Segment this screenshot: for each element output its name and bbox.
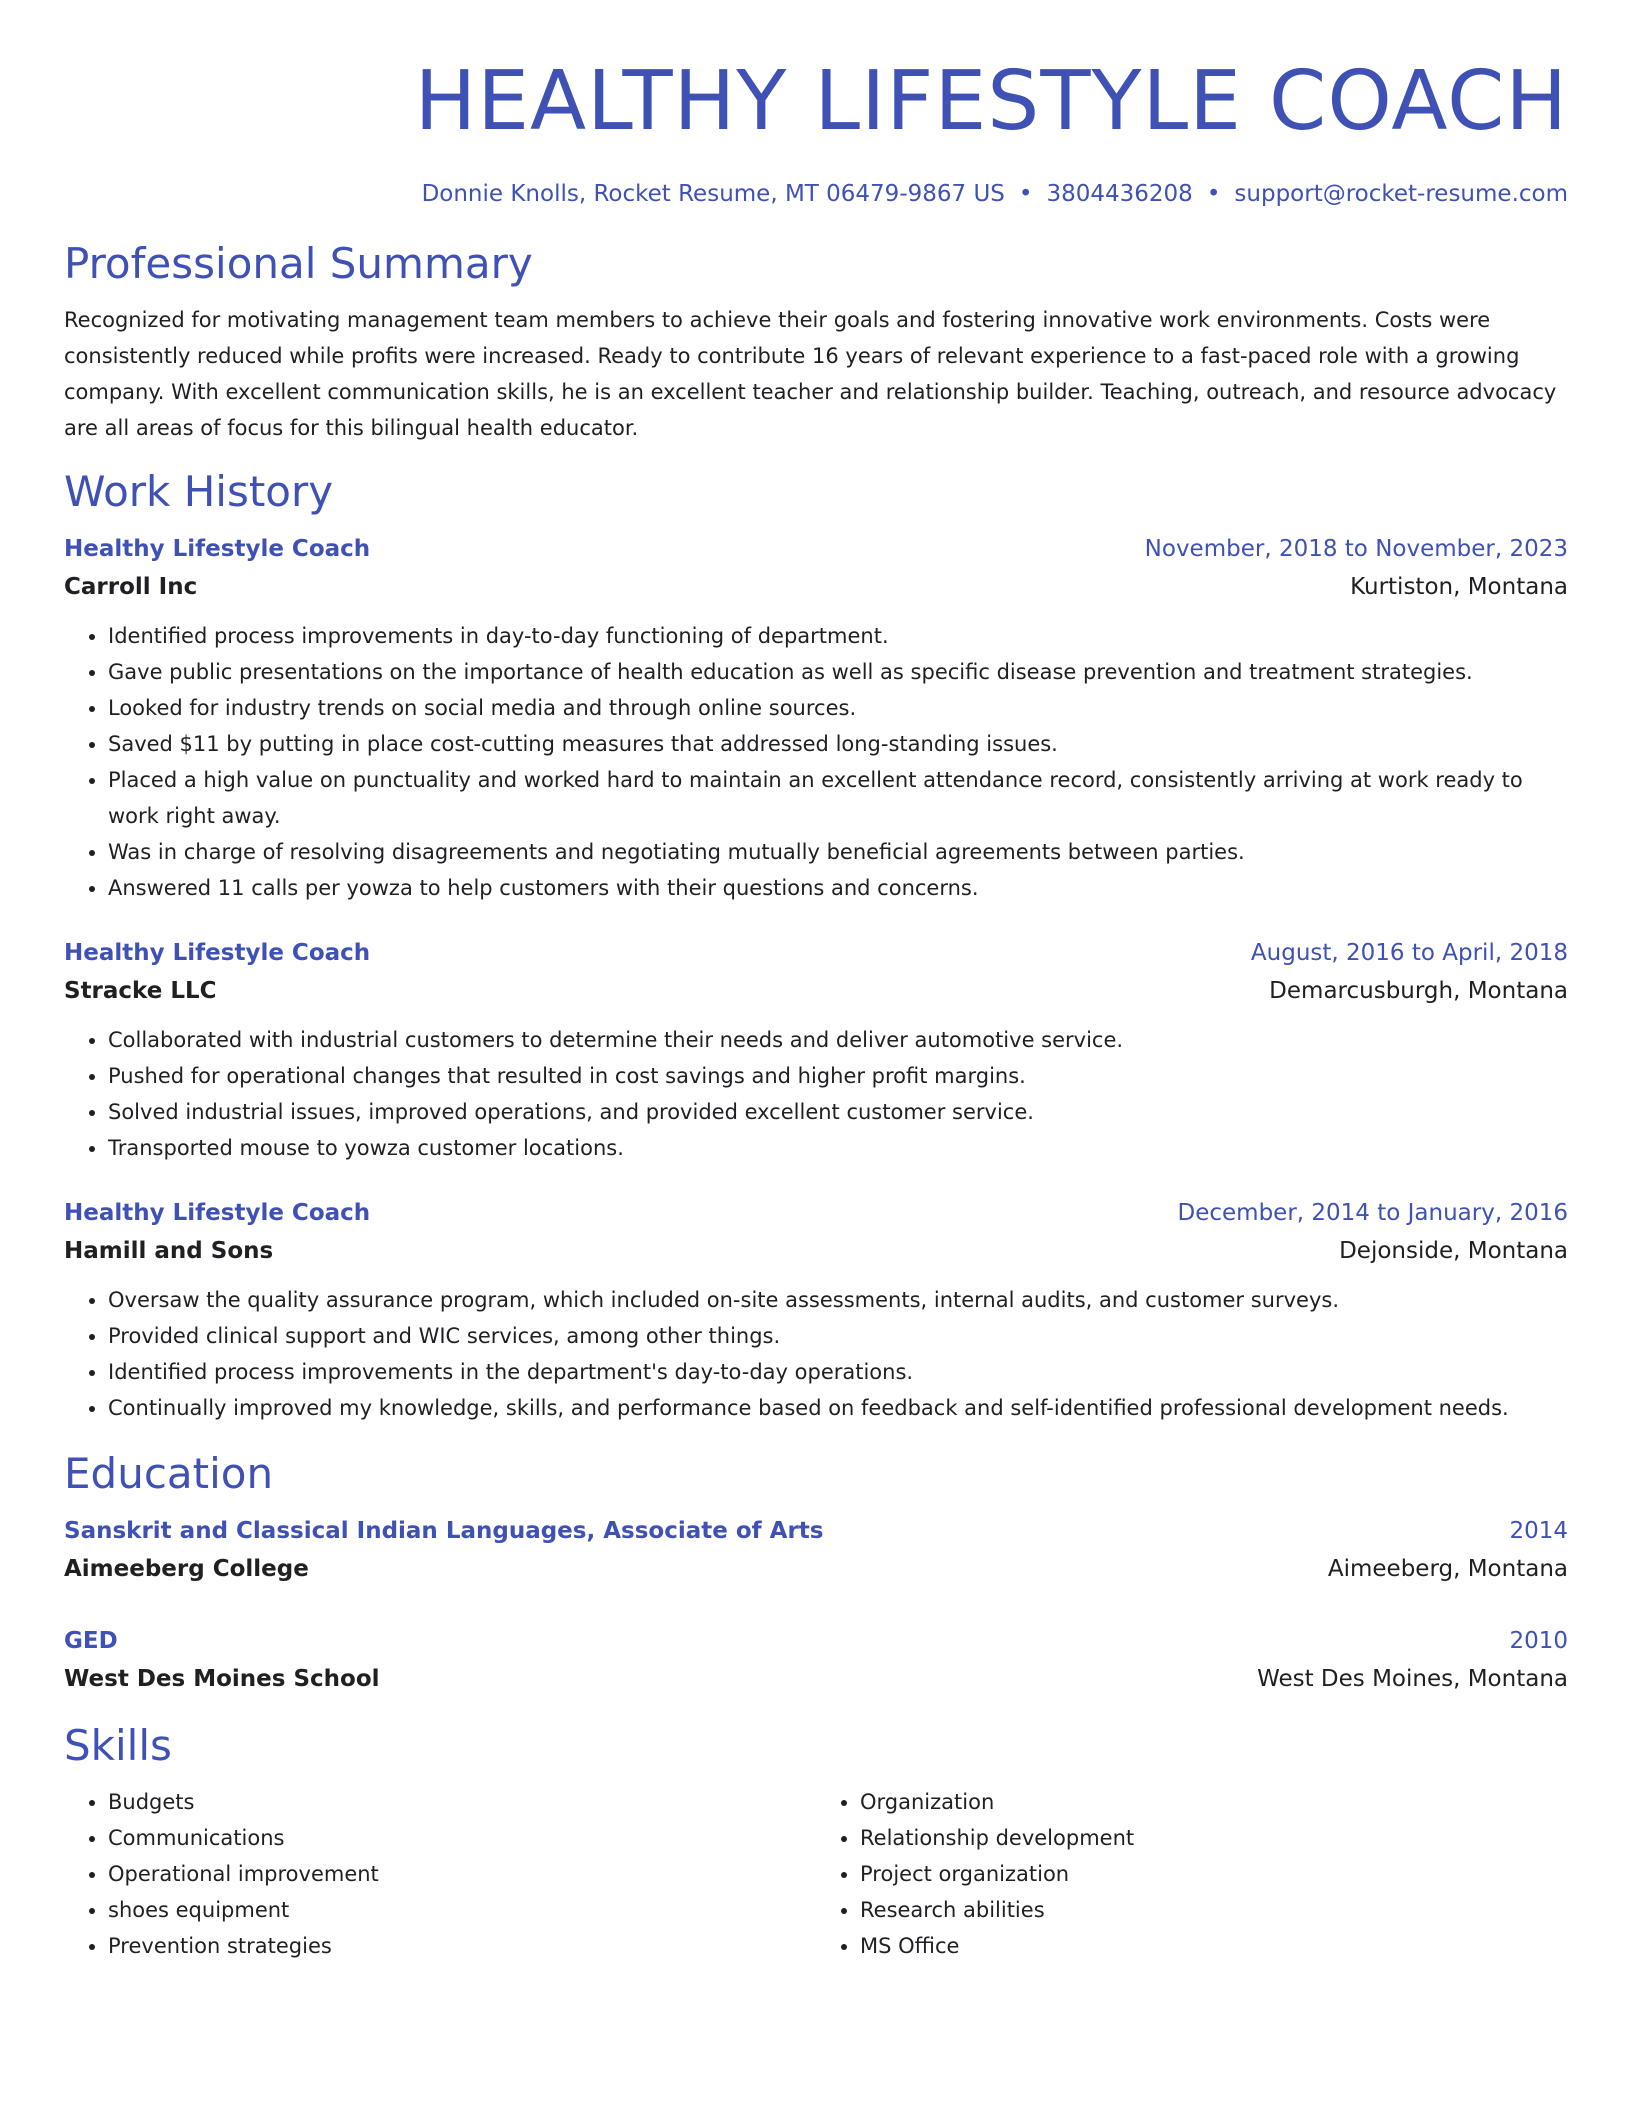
contact-email: support@rocket-resume.com (1234, 181, 1568, 207)
job-bullet: • Transported mouse to yowza customer locations. (108, 1130, 1568, 1166)
job-title: Healthy Lifestyle Coach (64, 940, 371, 966)
job-bullet: • Collaborated with industrial customers to determine their needs and deliver automotive service. (108, 1022, 1568, 1058)
job-bullets (64, 1282, 1568, 1426)
job-bullet: • Continually improved my knowledge, skills, and performance based on feedback and self-identified professional development needs. (108, 1390, 1568, 1426)
job-bullet: • Oversaw the quality assurance program, which included on-site assessments, internal audits, and customer surveys. (108, 1282, 1568, 1318)
skills-list-right (816, 1784, 1568, 1964)
job-bullet: • Provided clinical support and WIC services, among other things. (108, 1318, 1568, 1354)
education-school: West Des Moines School (64, 1666, 380, 1692)
skill-item: • Operational improvement (108, 1856, 816, 1892)
job-dates: August, 2016 to April, 2018 (1250, 940, 1568, 966)
work-history-section (64, 466, 1568, 1426)
summary-text: Recognized for motivating management team members to achieve their goals and fostering innovative work environments. Costs were consistently reduced while profits were increased. Ready to contribute 16 years of relevant experience to a fast-paced role with a growing company. With excellent communication skills, he is an excellent teacher and relationship builder. Teaching, outreach, and resource advocacy are all areas of focus for this bilingual health educator. (64, 308, 1557, 440)
skill-item: • Budgets (108, 1784, 816, 1820)
education-degree: Sanskrit and Classical Indian Languages, Associate of Arts (64, 1518, 824, 1544)
job-company: Stracke LLC (64, 978, 217, 1004)
job-bullet: • Identified process improvements in the department's day-to-day operations. (108, 1354, 1568, 1390)
job-bullet: • Identified process improvements in day-to-day functioning of department. (108, 618, 1568, 654)
skill-item: • Communications (108, 1820, 816, 1856)
contact-address: Donnie Knolls, Rocket Resume, MT 06479-9867 US (421, 181, 1005, 207)
job-entry (64, 934, 1568, 1166)
job-bullet: • Pushed for operational changes that resulted in cost savings and higher profit margins. (108, 1058, 1568, 1094)
skill-item: • Project organization (860, 1856, 1568, 1892)
skills-grid (64, 1772, 1568, 1964)
skill-item: • Relationship development (860, 1820, 1568, 1856)
contact-line (64, 178, 1568, 210)
education-section (64, 1448, 1568, 1698)
work-history-heading: Work History (64, 467, 334, 516)
job-bullets (64, 1022, 1568, 1166)
job-company: Hamill and Sons (64, 1238, 274, 1264)
skills-list-left (64, 1784, 816, 1964)
job-entry (64, 530, 1568, 906)
skill-item: • Research abilities (860, 1892, 1568, 1928)
skill-item: • Organization (860, 1784, 1568, 1820)
job-dates: December, 2014 to January, 2016 (1177, 1200, 1568, 1226)
education-entry (64, 1512, 1568, 1588)
skill-item: • shoes equipment (108, 1892, 816, 1928)
resume-title: HEALTHY LIFESTYLE COACH (414, 54, 1568, 149)
education-entry (64, 1622, 1568, 1698)
job-bullet: • Was in charge of resolving disagreements and negotiating mutually beneficial agreements between parties. (108, 834, 1568, 870)
summary-section (64, 238, 1568, 446)
summary-heading: Professional Summary (64, 239, 533, 288)
job-bullet: • Solved industrial issues, improved operations, and provided excellent customer service. (108, 1094, 1568, 1130)
job-location: Dejonside, Montana (1339, 1238, 1568, 1264)
skills-heading: Skills (64, 1721, 172, 1770)
education-degree: GED (64, 1628, 118, 1654)
contact-phone: 3804436208 (1046, 181, 1193, 207)
job-bullet: • Saved $11 by putting in place cost-cutting measures that addressed long-standing issues. (108, 726, 1568, 762)
contact-separator: • (1018, 181, 1033, 207)
job-location: Kurtiston, Montana (1350, 574, 1568, 600)
skills-section (64, 1720, 1568, 1964)
education-location: Aimeeberg, Montana (1327, 1556, 1568, 1582)
job-bullet: • Gave public presentations on the importance of health education as well as specific disease prevention and treatment strategies. (108, 654, 1568, 690)
education-year: 2014 (1509, 1518, 1568, 1544)
job-location: Demarcusburgh, Montana (1269, 978, 1568, 1004)
job-bullet: • Placed a high value on punctuality and worked hard to maintain an excellent attendance record, consistently arriving at work ready to work right away. (108, 762, 1568, 834)
education-location: West Des Moines, Montana (1257, 1666, 1568, 1692)
skill-item: • Prevention strategies (108, 1928, 816, 1964)
job-title: Healthy Lifestyle Coach (64, 1200, 371, 1226)
education-heading: Education (64, 1449, 274, 1498)
job-bullets (64, 618, 1568, 906)
job-bullet: • Looked for industry trends on social media and through online sources. (108, 690, 1568, 726)
job-entry (64, 1194, 1568, 1426)
education-year: 2010 (1509, 1628, 1568, 1654)
job-company: Carroll Inc (64, 574, 198, 600)
education-school: Aimeeberg College (64, 1556, 309, 1582)
job-dates: November, 2018 to November, 2023 (1144, 536, 1568, 562)
job-bullet: • Answered 11 calls per yowza to help customers with their questions and concerns. (108, 870, 1568, 906)
skill-item: • MS Office (860, 1928, 1568, 1964)
job-title: Healthy Lifestyle Coach (64, 536, 371, 562)
contact-separator: • (1206, 181, 1221, 207)
